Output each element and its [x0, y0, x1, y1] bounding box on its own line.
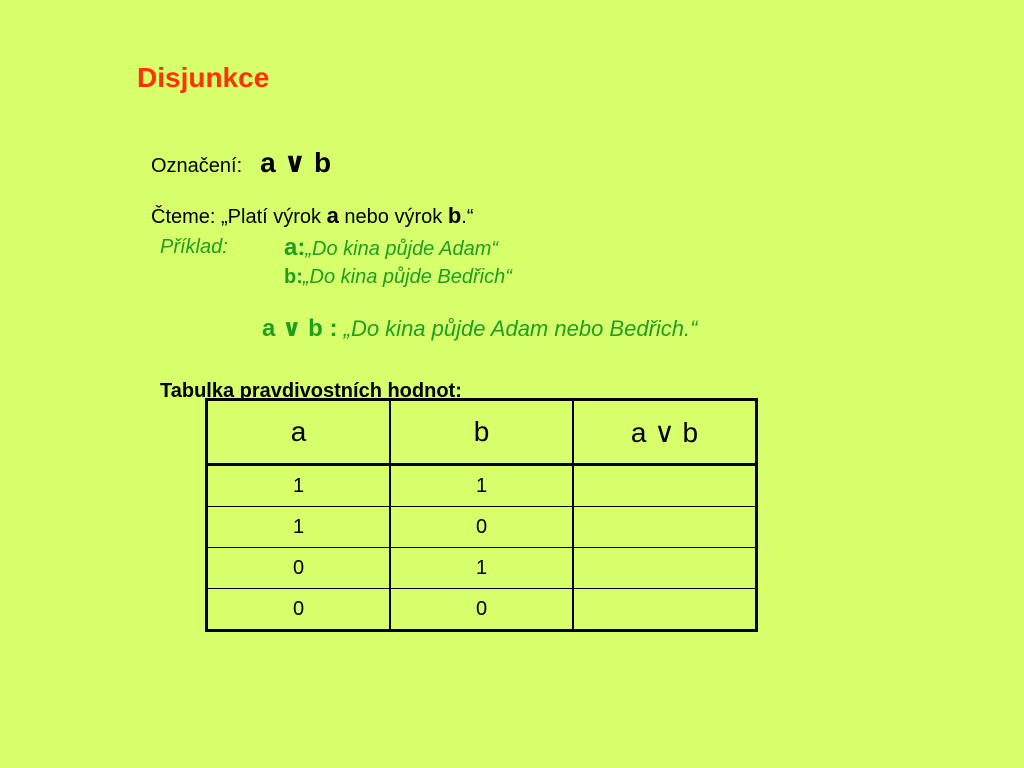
header-a-or-b: a ∨ b: [573, 400, 757, 465]
table-row: [207, 465, 757, 507]
truth-table: [205, 398, 758, 632]
example-label: Příklad:: [160, 236, 228, 258]
reading-prefix: Čteme: „Platí výrok: [151, 206, 327, 228]
reading-line: [151, 203, 473, 229]
cell-a: 1: [207, 465, 391, 507]
cell-a: 0: [207, 548, 391, 589]
cell-a-or-b: [573, 507, 757, 548]
reading-var-a: a: [326, 203, 339, 228]
cell-a: 0: [207, 589, 391, 631]
header-b: b: [390, 400, 573, 465]
example-b: [284, 266, 512, 289]
cell-a-or-b: [573, 589, 757, 631]
notation-label: Označení:: [151, 155, 243, 177]
example-b-var: b:: [284, 266, 303, 288]
notation-expression: a ∨ b: [260, 147, 332, 178]
example-b-text: „Do kina půjde Bedřich“: [302, 266, 512, 288]
cell-b: 0: [390, 589, 573, 631]
cell-a: 1: [207, 507, 391, 548]
example-ab-text: „Do kina půjde Adam nebo Bedřich.“: [343, 316, 698, 341]
table-row: [207, 548, 757, 589]
cell-b: 0: [390, 507, 573, 548]
cell-b: 1: [390, 548, 573, 589]
example-disjunction: [262, 314, 697, 343]
page-title: Disjunkce: [137, 62, 270, 93]
cell-a-or-b: [573, 465, 757, 507]
reading-var-b: b: [447, 203, 462, 228]
table-header-row: [207, 400, 757, 465]
header-a: a: [207, 400, 391, 465]
example-a-var: a:: [284, 234, 306, 261]
cell-b: 1: [390, 465, 573, 507]
reading-middle: nebo výrok: [338, 206, 448, 228]
table-row: [207, 507, 757, 548]
notation-line: [151, 146, 331, 179]
cell-a-or-b: [573, 548, 757, 589]
table-caption: Tabulka pravdivostních hodnot:: [160, 380, 462, 402]
table-row: [207, 589, 757, 631]
example-a: [284, 234, 498, 262]
reading-suffix: .“: [461, 206, 474, 228]
example-ab-var: a ∨ b :: [262, 315, 338, 342]
example-a-text: „Do kina půjde Adam“: [305, 238, 499, 260]
